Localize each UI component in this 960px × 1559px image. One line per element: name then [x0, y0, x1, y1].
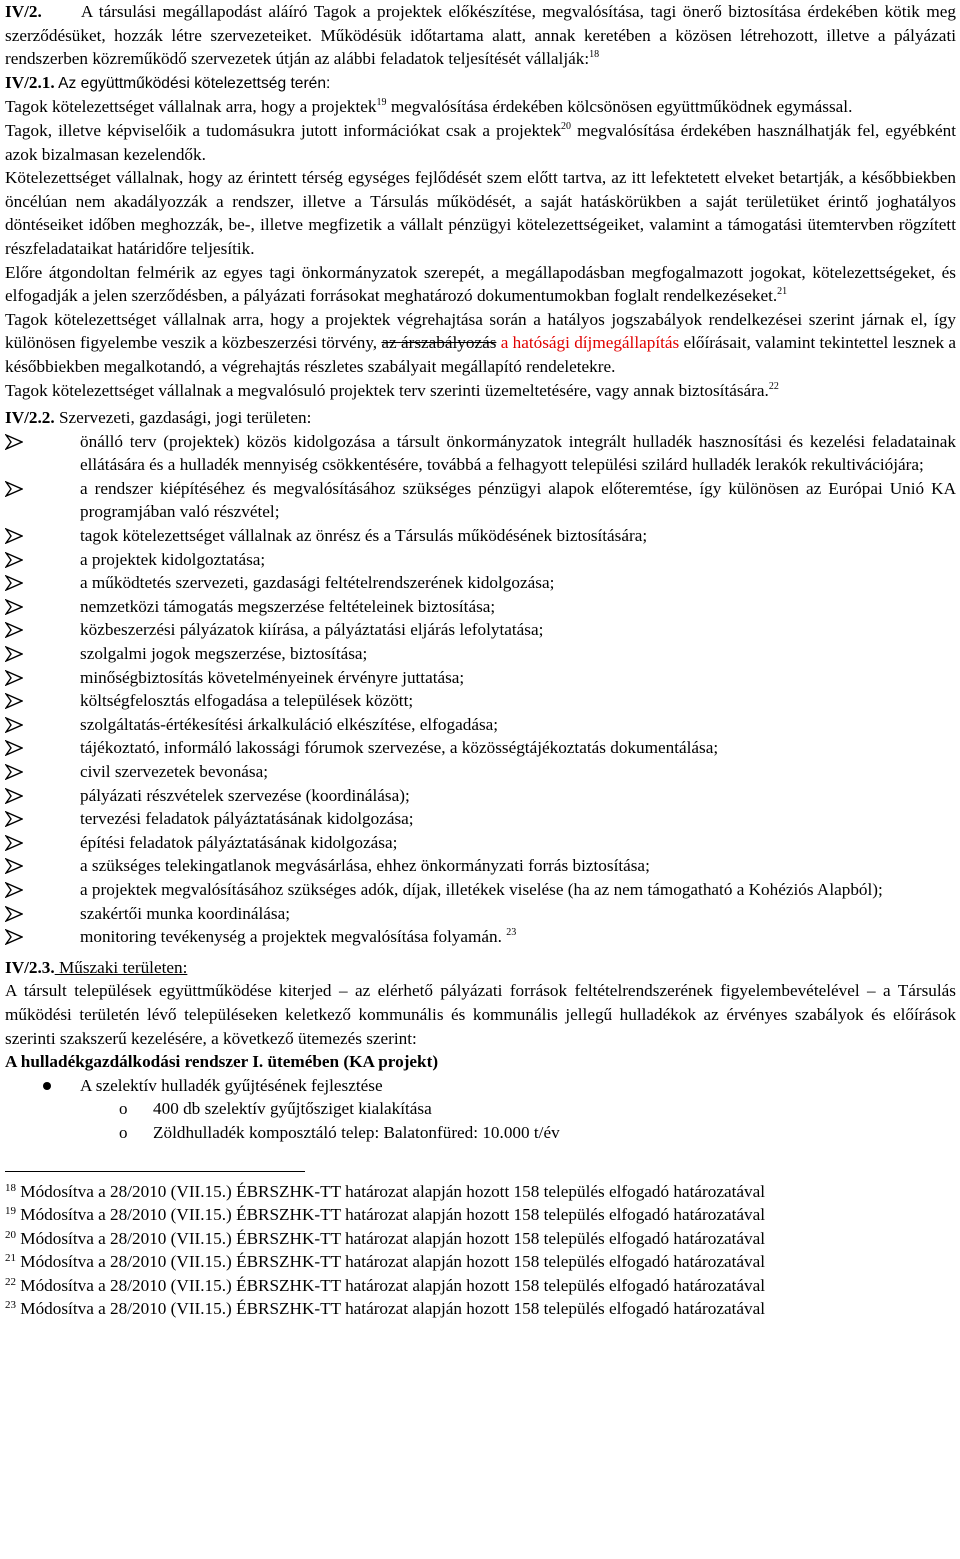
- list-item: [5, 1097, 956, 1121]
- list-item: [5, 689, 956, 713]
- footnote-ref: 20: [561, 120, 572, 132]
- list-item: [5, 854, 956, 878]
- section-heading-iv21: IV/2.1.: [5, 72, 55, 92]
- paragraph: A társult települések együttműködése kiterjed – az elérhető pályázati források feltételrendszerének figyelembevételével – a Társulás működési területén lévő településeken keletkező kommunális és kommunális jellegű hulladékok az érvényes szabályok és előírások szerinti szakszerű kezelésére, a következő ütemezés szerint:: [5, 981, 956, 1048]
- footnote-number: 20: [5, 1228, 16, 1241]
- text: megvalósítása érdekében használhatják fel, egyébként azok bizalmasan kezelendők.: [5, 120, 956, 164]
- footnote: [5, 1250, 956, 1274]
- section-iv23-title: [5, 956, 956, 980]
- list-item-text: költségfelosztás elfogadása a települések között;: [80, 691, 414, 711]
- arrow-bullet-icon: [5, 528, 23, 544]
- list-item-text: minőségbiztosítás követelményeinek érvényre juttatása;: [80, 667, 465, 687]
- list-item: [5, 524, 956, 548]
- list-item: [5, 595, 956, 619]
- arrow-bullet-icon: [5, 575, 23, 591]
- footnote: [5, 1297, 956, 1321]
- footnote-separator: [5, 1171, 305, 1172]
- phase-title: A hulladékgazdálkodási rendszer I. ütemében (KA projekt): [5, 1052, 439, 1072]
- list-item: [5, 642, 956, 666]
- arrow-bullet-icon: [5, 882, 23, 898]
- arrow-bullet-icon: [5, 481, 23, 497]
- footnote-number: 21: [5, 1252, 16, 1265]
- footnote: [5, 1274, 956, 1298]
- section-title-iv21: Az együttműködési kötelezettség terén:: [54, 74, 331, 92]
- footnote-ref: 19: [376, 97, 387, 109]
- document-page: [5, 0, 956, 1321]
- paragraph: [5, 261, 956, 308]
- arrow-bullet-icon: [5, 740, 23, 756]
- list-item: [5, 571, 956, 595]
- footnote-ref: 22: [768, 380, 779, 392]
- list-item-text: a projektek kidolgoztatása;: [80, 549, 266, 569]
- footnote: [5, 1203, 956, 1227]
- section-iv21-title: [5, 71, 956, 96]
- list-item: [5, 925, 956, 949]
- footnote-number: 18: [5, 1181, 16, 1194]
- text: Tagok kötelezettséget vállalnak a megvalósuló projektek terv szerinti üzemeltetésére, vagy annak biztosítására.: [5, 380, 769, 400]
- footnote-text: Módosítva a 28/2010 (VII.15.) ÉBRSZHK-TT határozat alapján hozott 158 település elfogadó határozatával: [16, 1228, 766, 1248]
- list-item-text: tagok kötelezettséget vállalnak az önrész és a Társulás működésének biztosítására;: [80, 526, 648, 546]
- amended-text: a hatósági díjmegállapítás: [496, 333, 680, 353]
- arrow-bullet-icon: [5, 788, 23, 804]
- list-item-text: pályázati részvételek szervezése (koordinálása);: [80, 785, 410, 805]
- list-item-text: 400 db szelektív gyűjtősziget kialakítása: [153, 1099, 432, 1119]
- paragraph: [5, 119, 956, 166]
- footnote-number: 23: [5, 1299, 16, 1312]
- arrow-bullet-icon: [5, 929, 23, 945]
- arrow-bullet-icon: [5, 858, 23, 874]
- list-item: [5, 618, 956, 642]
- list-item: [5, 548, 956, 572]
- list-item-text: a működtetés szervezeti, gazdasági feltételrendszerének kidolgozása;: [80, 573, 555, 593]
- arrow-bullet-icon: [5, 599, 23, 615]
- section-title-iv22: Szervezeti, gazdasági, jogi területen:: [54, 408, 312, 428]
- arrow-bullet-icon: [5, 835, 23, 851]
- footnote-ref: 21: [777, 286, 788, 298]
- text: Tagok, illetve képviselőik a tudomásukra jutott információkat csak a projektek: [5, 120, 562, 140]
- list-item-text: Zöldhulladék komposztáló telep: Balatonfüred: 10.000 t/év: [153, 1122, 560, 1142]
- intro-text: A társulási megállapodást aláíró Tagok a projektek előkészítése, megvalósítása, tagi önerő biztosítása érdekében kötik meg szerződésüket, hozzák létre szervezeteiket. Működésük időtartama alatt, annak keretében a közösen létrehozott, illetve a pályázati rendszerben közreműködő szervezetek útján az alábbi feladatok teljesítését vállalják:: [5, 2, 956, 69]
- arrow-bullet-icon: [5, 670, 23, 686]
- text: Tagok kötelezettséget vállalnak arra, hogy a projektek: [5, 97, 377, 117]
- list-item-text: tájékoztató, informáló lakossági fórumok szervezése, a közösségtájékoztatás dokumentálása;: [80, 738, 719, 758]
- sub-list: [5, 1097, 956, 1144]
- arrow-bullet-icon: [5, 693, 23, 709]
- task-list: [5, 430, 956, 949]
- footnote-number: 22: [5, 1275, 16, 1288]
- list-item: [5, 666, 956, 690]
- footnote: [5, 1180, 956, 1204]
- list-item: [5, 1074, 956, 1098]
- section-title-iv23: Műszaki területen:: [54, 957, 188, 977]
- text: megvalósítása érdekében kölcsönösen együttműködnek egymással.: [386, 97, 853, 117]
- footnote-text: Módosítva a 28/2010 (VII.15.) ÉBRSZHK-TT határozat alapján hozott 158 település elfogadó határozatával: [16, 1299, 766, 1319]
- list-item-text: a projektek megvalósításához szükséges adók, díjak, illetékek viselése (ha az nem támogatható a Kohéziós Alapból);: [80, 879, 883, 899]
- list-item: [5, 878, 956, 902]
- footnote-number: 19: [5, 1205, 16, 1218]
- list-item: [5, 1121, 956, 1145]
- section-heading-iv23: IV/2.3.: [5, 957, 55, 977]
- footnote-text: Módosítva a 28/2010 (VII.15.) ÉBRSZHK-TT határozat alapján hozott 158 település elfogadó határozatával: [16, 1181, 766, 1201]
- list-item-text: önálló terv (projektek) közös kidolgozása a társult önkormányzatok integrált hulladék hasznosítási és kezelési feladatainak ellátására és a hulladék mennyiség csökkentésére, továbbá a felhagyott települési szilárd hulladék lerakók rekultivációjára;: [80, 431, 956, 475]
- hollow-circle-icon: o: [119, 1122, 128, 1142]
- list-item-text: a rendszer kiépítéséhez és megvalósításához szükséges pénzügyi alapok előteremtése, így különösen az Európai Unió KA programjában való részvétel;: [80, 478, 956, 522]
- footnotes: [5, 1180, 956, 1322]
- footnote-text: Módosítva a 28/2010 (VII.15.) ÉBRSZHK-TT határozat alapján hozott 158 település elfogadó határozatával: [16, 1252, 766, 1272]
- footnote: [5, 1227, 956, 1251]
- arrow-bullet-icon: [5, 434, 23, 450]
- section-iv2-intro: [5, 0, 956, 71]
- list-item: [5, 760, 956, 784]
- section-heading-iv22: IV/2.2.: [5, 408, 55, 428]
- text: előírásait, valamint tekintettel lesznek a későbbiekben megalkotandó, a végrehajtás részletes szabályait megállapító rendeletekre.: [5, 333, 957, 376]
- arrow-bullet-icon: [5, 764, 23, 780]
- paragraph: [5, 379, 956, 403]
- list-item-text: szakértői munka koordinálása;: [80, 903, 291, 923]
- footnote-text: Módosítva a 28/2010 (VII.15.) ÉBRSZHK-TT határozat alapján hozott 158 település elfogadó határozatával: [16, 1205, 766, 1225]
- hollow-circle-icon: o: [119, 1099, 128, 1119]
- filled-circle-icon: [43, 1082, 51, 1090]
- list-item: [5, 902, 956, 926]
- list-item-text: közbeszerzési pályázatok kiírása, a pályáztatási eljárás lefolytatása;: [80, 620, 544, 640]
- paragraph: Kötelezettséget vállalnak, hogy az érintett térség egységes fejlődését szem előtt tartva, az itt lefektetett elveket betartják, a későbbiekben öncélúan nem akadályozzák a rendszer, illetve a Társulás működését, a saját hatáskörükben a saját területüket érintő joghatályos döntéseiket időben meghozzák, be-, illetve megfizetik a vállalt pénzügyi kötelezettségeiket, valamint a támogatási ütemtervben rögzített részfeladataikat határidőre teljesítik.: [5, 168, 956, 258]
- struck-text: az árszabályozás: [381, 333, 497, 353]
- list-item-text: civil szervezetek bevonása;: [80, 762, 269, 781]
- list-item-text: szolgalmi jogok megszerzése, biztosítása;: [80, 644, 368, 664]
- bullet-list: [5, 1074, 956, 1098]
- list-item: [5, 477, 956, 524]
- arrow-bullet-icon: [5, 811, 23, 827]
- arrow-bullet-icon: [5, 622, 23, 638]
- list-item-text: építési feladatok pályáztatásának kidolgozása;: [80, 832, 398, 852]
- paragraph: [5, 308, 956, 379]
- footnote-text: Módosítva a 28/2010 (VII.15.) ÉBRSZHK-TT határozat alapján hozott 158 település elfogadó határozatával: [16, 1275, 766, 1295]
- section-iv22-title: [5, 406, 956, 430]
- list-item-text: monitoring tevékenység a projektek megvalósítása folyamán.: [80, 927, 502, 947]
- arrow-bullet-icon: [5, 906, 23, 922]
- section-heading-iv2: IV/2.: [5, 2, 42, 21]
- footnote-ref: 18: [589, 49, 600, 61]
- paragraph: [5, 95, 956, 119]
- arrow-bullet-icon: [5, 552, 23, 568]
- list-item-text: tervezési feladatok pályáztatásának kidolgozása;: [80, 809, 414, 829]
- list-item: [5, 713, 956, 737]
- list-item: [5, 807, 956, 831]
- list-item-text: A szelektív hulladék gyűjtésének fejlesztése: [80, 1075, 383, 1095]
- list-item-text: szolgáltatás-értékesítési árkalkuláció elkészítése, elfogadása;: [80, 714, 499, 734]
- list-item: [5, 430, 956, 477]
- list-item-text: nemzetközi támogatás megszerzése feltételeinek biztosítása;: [80, 596, 496, 616]
- text: Tagok kötelezettséget vállalnak arra, hogy a projektek végrehajtása során a hatályos jogszabályok rendelkezései szerint járnak el, így különösen figyelembe veszik a közbeszerzési törvény,: [5, 309, 956, 353]
- list-item: [5, 784, 956, 808]
- list-item: [5, 736, 956, 760]
- list-item-text: a szükséges telekingatlanok megvásárlása, ehhez önkormányzati forrás biztosítása;: [80, 856, 650, 876]
- arrow-bullet-icon: [5, 717, 23, 733]
- arrow-bullet-icon: [5, 646, 23, 662]
- list-item: [5, 831, 956, 855]
- footnote-ref: 23: [506, 927, 517, 939]
- text: Előre átgondoltan felmérik az egyes tagi önkormányzatok szerepét, a megállapodásban megfogalmazott jogokat, kötelezettségeket, és elfogadják a jelen szerződésben, a pályázati forrásokat meghatározó dokumentumokban foglalt rendelkezéseket.: [5, 262, 956, 306]
